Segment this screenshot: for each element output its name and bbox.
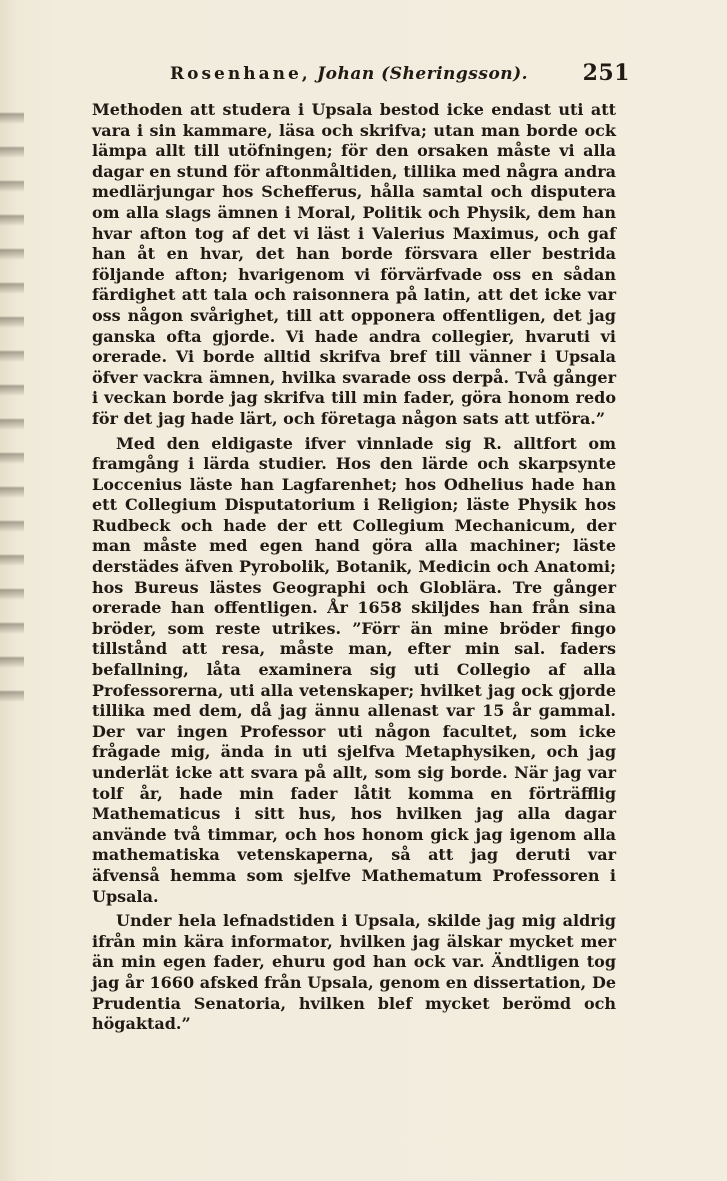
paragraph-2: Med den eldigaste ifver vinnlade sig R. alltfort om framgång i lärda studier. Hos den lärde och skarpsynte Loccenius läste han Lagfarenhet; hos Odhelius hade han ett Collegium Disputatorium i Religion; läste Physik hos Rudbeck och hade der ett Collegium Mechanicum, der man måste med egen hand göra alla machiner; läste derstädes äfven Pyrobolik, Botanik, Medicin och Anatomi; hos Bureus lästes Geographi och Globlära. Tre gånger orerade han offentligen. År 1658 skiljdes han från sina bröder, som reste utrikes. ”Förr än mine bröder fingo tillstånd att resa, måste man, efter min sal. faders befallning, låta examinera sig uti Collegio af alla Professorerna, uti alla vetenskaper; hvilket jag ock gjorde tillika med dem, då jag ännu allenast var 15 år gammal. Der var ingen Professor uti någon facultet, som icke frågade mig, ända in uti sjelfva Metaphysiken, och jag underlät icke att svara på allt, som sig borde. När jag var tolf år, hade min fader låtit komma en förträfflig Mathematicus i sitt hus, hos hvilken jag alla dagar använde två timmar, och hos honom gick jag igenom alla mathematiska vetenskaperna, så att jag deruti var äfvenså hemma som sjelfve Mathematum Professoren i Upsala. [92,433,616,906]
paragraph-1: Methoden att studera i Upsala bestod icke endast uti att vara i sin kammare, läsa och skrifva; utan man borde ock lämpa allt till utöfningen; för den orsaken måste vi alla dagar en stund för aftonmåltiden, tillika med några andra medlärjungar hos Schefferus, hålla samtal och disputera om alla slags ämnen i Moral, Politik och Physik, dem han hvar afton tog af det vi läst i Valerius Maximus, och gaf han åt en hvar, det han borde försvara eller bestrida följande afton; hvarigenom vi förvärfvade oss en sådan färdighet att tala och raisonnera på latin, att det icke var oss någon svårighet, till att opponera offentligen, det jag ganska ofta gjorde. Vi hade andra collegier, hvaruti vi orerade. Vi borde alltid skrifva bref till vänner i Upsala öfver vackra ämnen, hvilka svarade oss derpå. Två gånger i veckan borde jag skrifva till min fader, göra honom redo för det jag hade lärt, och företaga någon sats att utföra.” [92,100,616,428]
page-number: 251 [582,60,630,86]
header-author-name: Rosenhane, [170,64,311,84]
body-text [92,100,616,1035]
facing-page-bleed [0,90,24,710]
running-header [170,60,630,94]
paragraph-3: Under hela lefnadstiden i Upsala, skilde jag mig aldrig ifrån min kära informator, hvilken jag älskar mycket mer än min egen fader, ehuru god han ock var. Ändtligen tog jag år 1660 afsked från Upsala, genom en dissertation, De Prudentia Senatoria, hvilken blef mycket berömd och högaktad.” [92,911,616,1034]
header-given-name: Johan (Sheringsson). [317,64,529,84]
running-title [170,64,528,84]
